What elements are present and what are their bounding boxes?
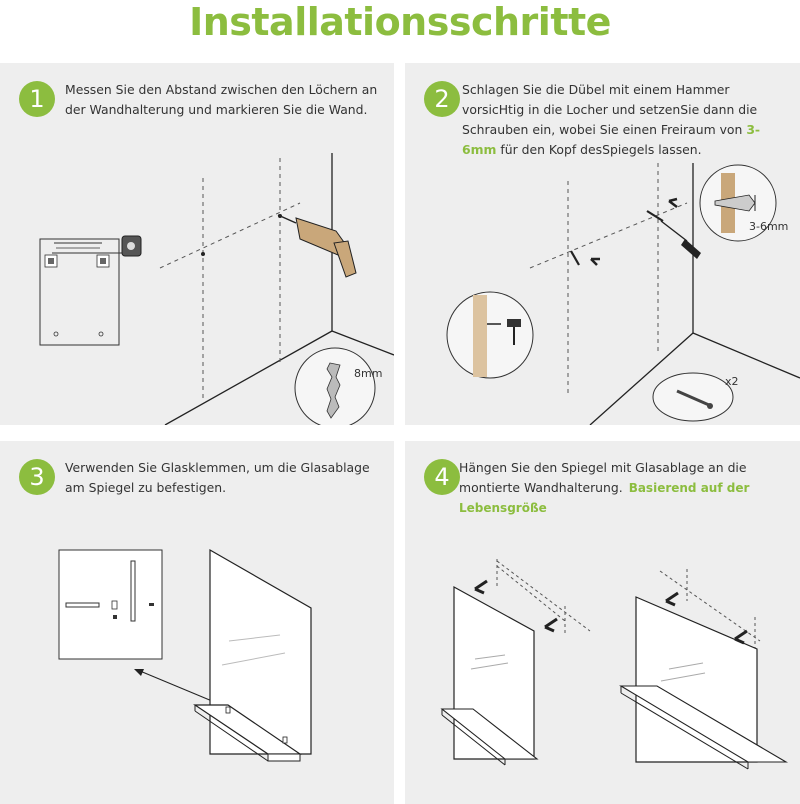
- gap-size-label: 3-6mm: [749, 220, 789, 233]
- drill-icon: [278, 215, 356, 277]
- step-4-panel: [405, 441, 800, 804]
- step-2-text: Schlagen Sie die Dübel mit einem Hammer vorsicHtig in die Locher und setzenSie dann die Schrauben ein, wobei Sie einen Freiraum von 3-6mm für den Kopf desSpiegels lassen.: [462, 82, 761, 157]
- screwdriver-icon: [661, 221, 701, 259]
- step-3-panel: [0, 441, 394, 804]
- step-4-illustration: [405, 441, 800, 804]
- page-title: Installationsschritte: [189, 0, 611, 44]
- screw-count-label: x2: [725, 375, 739, 388]
- clamp-detail-icon: [59, 550, 162, 659]
- size-note: Basierend auf der Lebensgröße: [459, 481, 750, 515]
- hammer-detail-icon: [447, 292, 533, 378]
- step-1-number: 1: [19, 81, 55, 117]
- step-1-text: Messen Sie den Abstand zwischen den Löchern an der Wandhalterung und markieren Sie die Wand.: [65, 82, 378, 117]
- step-2-panel: [405, 63, 800, 425]
- mirror-with-shelf-icon: [195, 550, 311, 761]
- step-1-panel: [0, 63, 394, 425]
- dowel-detail-icon: [700, 165, 788, 241]
- gap-highlight: 3-6mm: [462, 122, 761, 157]
- step-4-text: Hängen Sie den Spiegel mit Glasablage an die montierte Wandhalterung. Basierend auf der Lebensgröße: [459, 460, 750, 515]
- step-2-number: 2: [424, 81, 460, 117]
- mirror-left-icon: [442, 559, 590, 765]
- step-4-number: 4: [424, 459, 460, 495]
- mirror-bracket-icon: [40, 236, 141, 345]
- screw-icon: [653, 373, 739, 421]
- step-3-number: 3: [19, 459, 55, 495]
- step-1-illustration: [0, 63, 394, 425]
- drill-size-label: 8mm: [354, 367, 383, 380]
- step-2-illustration: [405, 63, 800, 425]
- drill-bit-icon: [295, 348, 382, 425]
- step-3-text: Verwenden Sie Glasklemmen, um die Glasablage am Spiegel zu befestigen.: [65, 460, 370, 495]
- step-3-illustration: [0, 441, 394, 804]
- mirror-right-icon: [621, 569, 786, 769]
